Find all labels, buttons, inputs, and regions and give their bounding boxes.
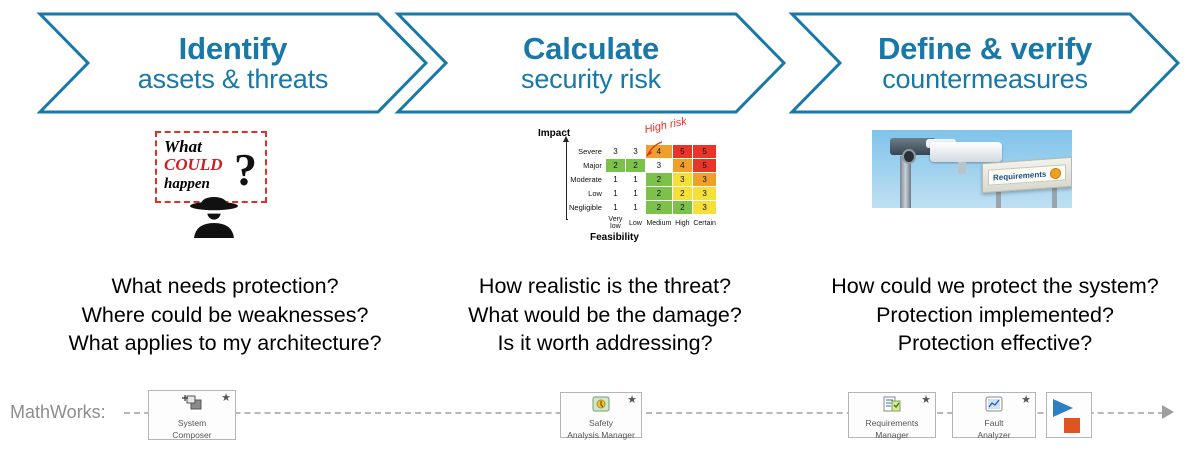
question-line: Where could be weaknesses?	[81, 302, 369, 327]
question-line: What applies to my architecture?	[68, 331, 382, 356]
matrix-x-axis-label: Feasibility	[590, 232, 639, 243]
matrix-cell: 3	[645, 159, 672, 173]
matrix-cell: 2	[645, 187, 672, 201]
matrix-row-label: Negligible	[568, 201, 605, 215]
matrix-corner-spacer	[568, 215, 605, 232]
poster-question-mark: ?	[234, 144, 257, 195]
question-row	[0, 272, 1200, 362]
matrix-column-label: Low	[625, 215, 645, 232]
chevron-step-3[interactable]	[790, 12, 1180, 114]
matrix-cell: 3	[672, 173, 692, 187]
camera-white	[930, 142, 1002, 162]
matrix-cell: 1	[625, 201, 645, 215]
chevron-step-1-title: Identify	[178, 30, 288, 66]
matrix-cell: 4	[672, 159, 692, 173]
chevron-step-2[interactable]	[396, 12, 786, 114]
favorite-star-icon: ★	[627, 394, 637, 406]
matrix-cell: 5	[692, 145, 717, 159]
question-line: What would be the damage?	[468, 302, 742, 327]
question-line: How could we protect the system?	[831, 274, 1159, 298]
poster-word-could: COULD	[164, 155, 223, 174]
favorite-star-icon: ★	[221, 392, 231, 404]
chevron-step-2-subtitle: security risk	[521, 64, 661, 95]
matrix-row-label: Major	[568, 159, 605, 173]
matrix-cell: 1	[605, 201, 625, 215]
tool-safety-analysis-manager[interactable]	[560, 392, 642, 438]
matrix-row-label: Low	[568, 187, 605, 201]
matrix-column-label: Certain	[692, 215, 717, 232]
safety-analysis-icon	[561, 396, 641, 417]
tool-label-line1: Safety	[588, 418, 614, 428]
requirements-sign	[982, 157, 1072, 193]
tool-simulink[interactable]	[1046, 392, 1092, 438]
matrix-y-axis-arrow	[563, 136, 569, 142]
matrix-column-labels	[568, 215, 717, 232]
matrix-row-label: Severe	[568, 145, 605, 159]
timeline-arrow-icon	[1162, 405, 1174, 419]
matrix-cell: 2	[605, 159, 625, 173]
question-line: Protection effective?	[897, 331, 1093, 356]
matrix-cell: 3	[692, 187, 717, 201]
risk-matrix	[520, 115, 720, 246]
matrix-row	[568, 173, 717, 187]
mathworks-toolstrip	[0, 382, 1200, 452]
matrix-cell: 2	[625, 159, 645, 173]
matrix-cell: 3	[692, 173, 717, 187]
tool-label-line1: Requirements	[865, 418, 919, 428]
what-could-happen-poster	[155, 131, 267, 203]
camera-lens-icon	[902, 149, 916, 164]
matrix-row	[568, 187, 717, 201]
high-risk-arrow-icon	[642, 140, 664, 165]
matrix-row	[568, 201, 717, 215]
matrix-y-axis-line	[566, 142, 567, 220]
matrix-cell: 1	[605, 187, 625, 201]
chevron-step-3-title: Define & verify	[877, 30, 1093, 66]
tool-requirements-manager[interactable]	[848, 392, 936, 438]
question-line: Protection implemented?	[876, 302, 1114, 327]
requirements-manager-icon	[849, 396, 935, 417]
matrix-cell: 1	[625, 173, 645, 187]
question-column-1	[30, 272, 420, 358]
matrix-cell: 4	[645, 145, 672, 159]
chevron-step-2-title: Calculate	[522, 30, 660, 66]
sign-post-right	[1052, 186, 1057, 208]
matrix-cell: 2	[672, 187, 692, 201]
question-line: How realistic is the threat?	[478, 274, 732, 298]
poster-word-happen: happen	[164, 176, 210, 192]
tool-system-composer[interactable]	[148, 390, 236, 440]
camera-mount	[958, 162, 966, 174]
question-line: Is it worth addressing?	[497, 331, 713, 356]
simulink-icon	[1047, 393, 1091, 442]
fault-analyzer-icon	[953, 396, 1035, 417]
requirements-sign-text: Requirements	[993, 169, 1047, 182]
matrix-cell: 5	[672, 145, 692, 159]
poster-word-what: What	[164, 137, 202, 156]
matrix-cell: 3	[625, 145, 645, 159]
process-chevron-banner	[0, 12, 1200, 114]
tool-label-line2: Manager	[875, 429, 909, 440]
matrix-cell: 1	[605, 173, 625, 187]
matrix-cell: 1	[625, 187, 645, 201]
favorite-star-icon: ★	[921, 394, 931, 406]
matrix-cell: 3	[692, 201, 717, 215]
illustration-row	[0, 115, 1200, 246]
matrix-cell: 5	[692, 159, 717, 173]
question-line: What needs protection?	[111, 274, 339, 298]
matrix-cell: 3	[605, 145, 625, 159]
chevron-step-3-subtitle: countermeasures	[882, 64, 1088, 95]
high-risk-annotation: High risk	[643, 115, 688, 136]
tool-label-line1: System	[177, 418, 207, 428]
tool-label-line1: Fault	[984, 418, 1004, 428]
question-column-2	[420, 272, 790, 358]
sign-badge-icon	[1050, 167, 1061, 179]
surveillance-cameras-photo	[872, 130, 1072, 208]
matrix-column-label: Very low	[605, 215, 625, 232]
tool-label-line2: Analyzer	[977, 429, 1011, 440]
matrix-cell: 2	[672, 201, 692, 215]
matrix-cell: 2	[645, 201, 672, 215]
chevron-step-1-subtitle: assets & threats	[137, 64, 329, 95]
hacker-icon	[182, 194, 246, 238]
matrix-cell: 2	[645, 173, 672, 187]
matrix-column-label: High	[672, 215, 692, 232]
matrix-row-label: Moderate	[568, 173, 605, 187]
question-column-3	[795, 272, 1195, 358]
matrix-column-label: Medium	[645, 215, 672, 232]
tool-label-line2: Analysis Manager	[567, 429, 635, 440]
chevron-step-1[interactable]	[38, 12, 428, 114]
tool-fault-analyzer[interactable]	[952, 392, 1036, 438]
matrix-y-axis-label: Impact	[538, 128, 571, 139]
vendor-label: MathWorks:	[10, 402, 106, 422]
favorite-star-icon: ★	[1021, 394, 1031, 406]
tool-label-line2: Composer	[172, 429, 212, 440]
system-composer-icon	[149, 394, 235, 417]
